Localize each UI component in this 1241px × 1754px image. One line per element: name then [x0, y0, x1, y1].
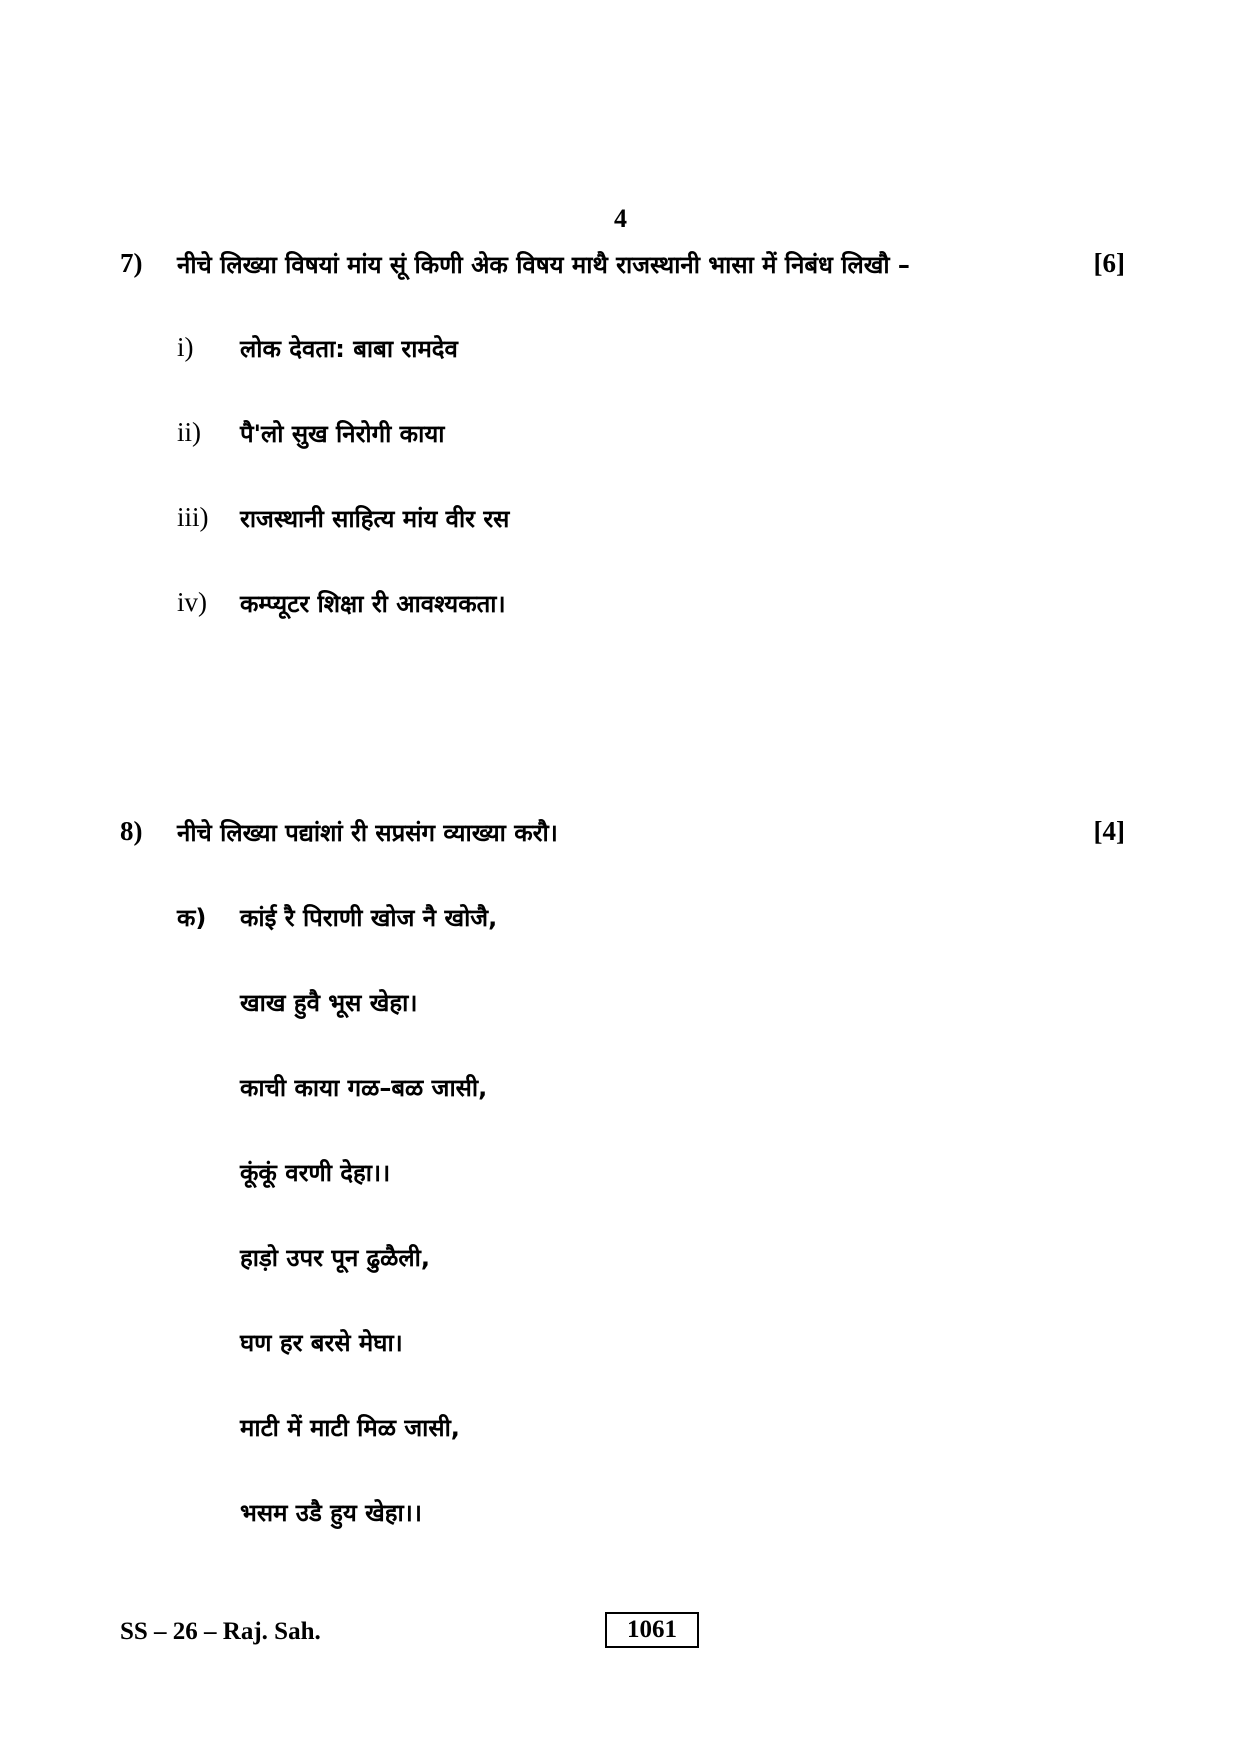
verse-line: भसम उडै हुय खेहा।।	[240, 1499, 422, 1527]
option-label: i)	[177, 332, 194, 362]
question-number: 8)	[120, 816, 143, 846]
option-label: ii)	[177, 417, 201, 447]
question-text: नीचे लिख्या पद्यांशां री सप्रसंग व्याख्या करौ।	[177, 819, 558, 847]
question-marks: [4]	[1093, 816, 1125, 846]
verse-line: माटी में माटी मिळ जासी,	[240, 1414, 460, 1442]
question-text: नीचे लिख्या विषयां मांय सूं किणी अेक विषय माथै राजस्थानी भासा में निबंध लिखौ –	[177, 251, 910, 279]
option-text: पै'लो सुख निरोगी काया	[240, 420, 445, 448]
question-number: 7)	[120, 248, 143, 278]
verse-line: खाख हुवै भूस खेहा।	[240, 989, 418, 1017]
paper-code: SS – 26 – Raj. Sah.	[120, 1618, 321, 1645]
question-marks: [6]	[1093, 248, 1125, 278]
verse-line: काची काया गळ–बळ जासी,	[240, 1074, 488, 1102]
option-label: iv)	[177, 587, 207, 617]
verse-line: हाड़ो उपर पून ढुळैली,	[240, 1244, 430, 1272]
option-label: iii)	[177, 502, 209, 532]
sub-question-label: क)	[177, 904, 207, 932]
option-text: लोक देवता: बाबा रामदेव	[240, 335, 458, 363]
verse-line: घण हर बरसे मेघा।	[240, 1329, 403, 1357]
verse-line: कूंकूं वरणी देहा।।	[240, 1159, 391, 1187]
page-number: 4	[614, 204, 627, 233]
page-code-box: 1061	[605, 1612, 699, 1648]
option-text: राजस्थानी साहित्य मांय वीर रस	[240, 505, 510, 533]
option-text: कम्प्यूटर शिक्षा री आवश्यकता।	[240, 590, 506, 618]
verse-line: कांई रै पिराणी खोज नै खोजै,	[240, 904, 498, 932]
